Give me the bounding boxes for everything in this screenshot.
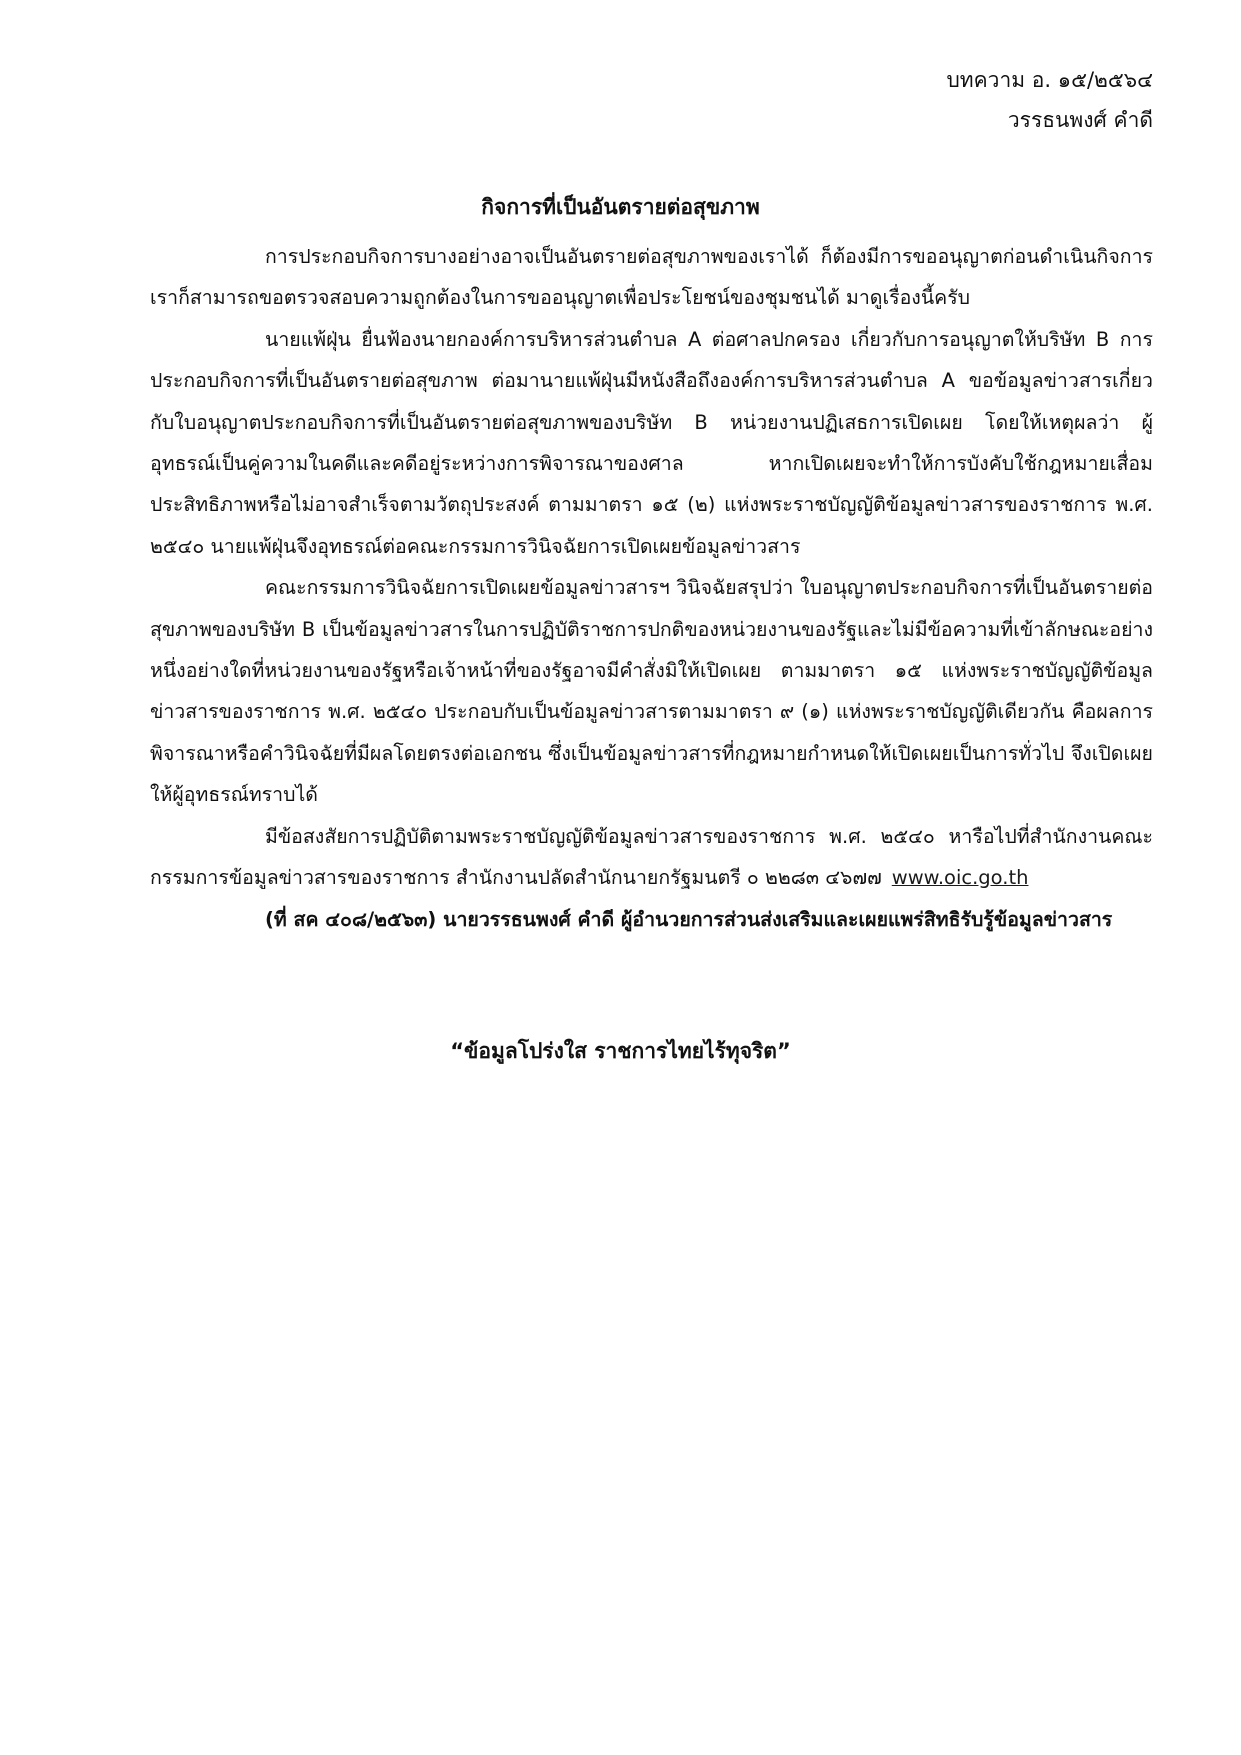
- article-number: บทความ อ. ๑๕/๒๕๖๔: [946, 68, 1153, 92]
- article-reference-block: [946, 60, 1153, 140]
- decision-paragraph: คณะกรรมการวินิจฉัยการเปิดเผยข้อมูลข่าวสารฯ วินิจฉัยสรุปว่า ใบอนุญาตประกอบกิจการที่เป็นอันตรายต่อสุขภาพของบริษัท B เป็นข้อมูลข่าวสารในการปฏิบัติราชการปกติของหน่วยงานของรัฐและไม่มีข้อความที่เข้าลักษณะอย่างหนึ่งอย่างใดที่หน่วยงานของรัฐหรือเจ้าหน้าที่ของรัฐอาจมีคำสั่งมิให้เปิดเผย ตามมาตรา ๑๕ แห่งพระราชบัญญัติข้อมูลข่าวสารของราชการ พ.ศ. ๒๕๔๐ ประกอบกับเป็นข้อมูลข่าวสารตามมาตรา ๙ (๑) แห่งพระราชบัญญัติเดียวกัน คือผลการพิจารณาหรือคำวินิจฉัยที่มีผลโดยตรงต่อเอกชน ซึ่งเป็นข้อมูลข่าวสารที่กฎหมายกำหนดให้เปิดเผยเป็นการทั่วไป จึงเปิดเผยให้ผู้อุทธรณ์ทราบได้: [150, 576, 1153, 807]
- case-facts-paragraph: นายแพ้ฝุ่น ยื่นฟ้องนายกองค์การบริหารส่วนตำบล A ต่อศาลปกครอง เกี่ยวกับการอนุญาตให้บริษัท B การประกอบกิจการที่เป็นอันตรายต่อสุขภาพ ต่อมานายแพ้ฝุ่นมีหนังสือถึงองค์การบริหารส่วนตำบล A ขอข้อมูลข่าวสารเกี่ยวกับใบอนุญาตประกอบกิจการที่เป็นอันตรายต่อสุขภาพของบริษัท B หน่วยงานปฏิเสธการเปิดเผย โดยให้เหตุผลว่า ผู้อุทธรณ์เป็นคู่ความในคดีและคดีอยู่ระหว่างการพิจารณาของศาล หากเปิดเผยจะทำให้การบังคับใช้กฎหมายเสื่อมประสิทธิภาพหรือไม่อาจสำเร็จตามวัตถุประสงค์ ตามมาตรา ๑๕ (๒) แห่งพระราชบัญญัติข้อมูลข่าวสารของราชการ พ.ศ. ๒๕๔๐ นายแพ้ฝุ่นจึงอุทธรณ์ต่อคณะกรรมการวินิจฉัยการเปิดเผยข้อมูลข่าวสาร: [150, 327, 1153, 558]
- oic-website-link[interactable]: www.oic.go.th: [891, 866, 1029, 890]
- contact-text: มีข้อสงสัยการปฏิบัติตามพระราชบัญญัติข้อมูลข่าวสารของราชการ พ.ศ. ๒๕๔๐ หารือไปที่สำนักงานคณะกรรมการข้อมูลข่าวสารของราชการ สำนักงานปลัดสำนักนายกรัฐมนตรี ๐ ๒๒๘๓ ๔๖๗๗: [150, 824, 1153, 890]
- case-reference-line: (ที่ สค ๔๐๘/๒๕๖๓) นายวรรธนพงศ์ คำดี ผู้อำนวยการส่วนส่งเสริมและเผยแพร่สิทธิรับรู้ข้อมูลข่าวสาร: [265, 907, 1113, 931]
- document-title: กิจการที่เป็นอันตรายต่อสุขภาพ: [481, 195, 760, 219]
- author-name: วรรธนพงศ์ คำดี: [1007, 108, 1153, 132]
- contact-paragraph: [150, 816, 1153, 899]
- document-body: [150, 236, 1153, 940]
- intro-paragraph: การประกอบกิจการบางอย่างอาจเป็นอันตรายต่อสุขภาพของเราได้ ก็ต้องมีการขออนุญาตก่อนดำเนินกิจการ เราก็สามารถขอตรวจสอบความถูกต้องในการขออนุญาตเพื่อประโยชน์ของชุมชนได้ มาดูเรื่องนี้ครับ: [150, 245, 1153, 310]
- slogan: “ข้อมูลโปร่งใส ราชการไทยไร้ทุจริต”: [450, 1039, 791, 1063]
